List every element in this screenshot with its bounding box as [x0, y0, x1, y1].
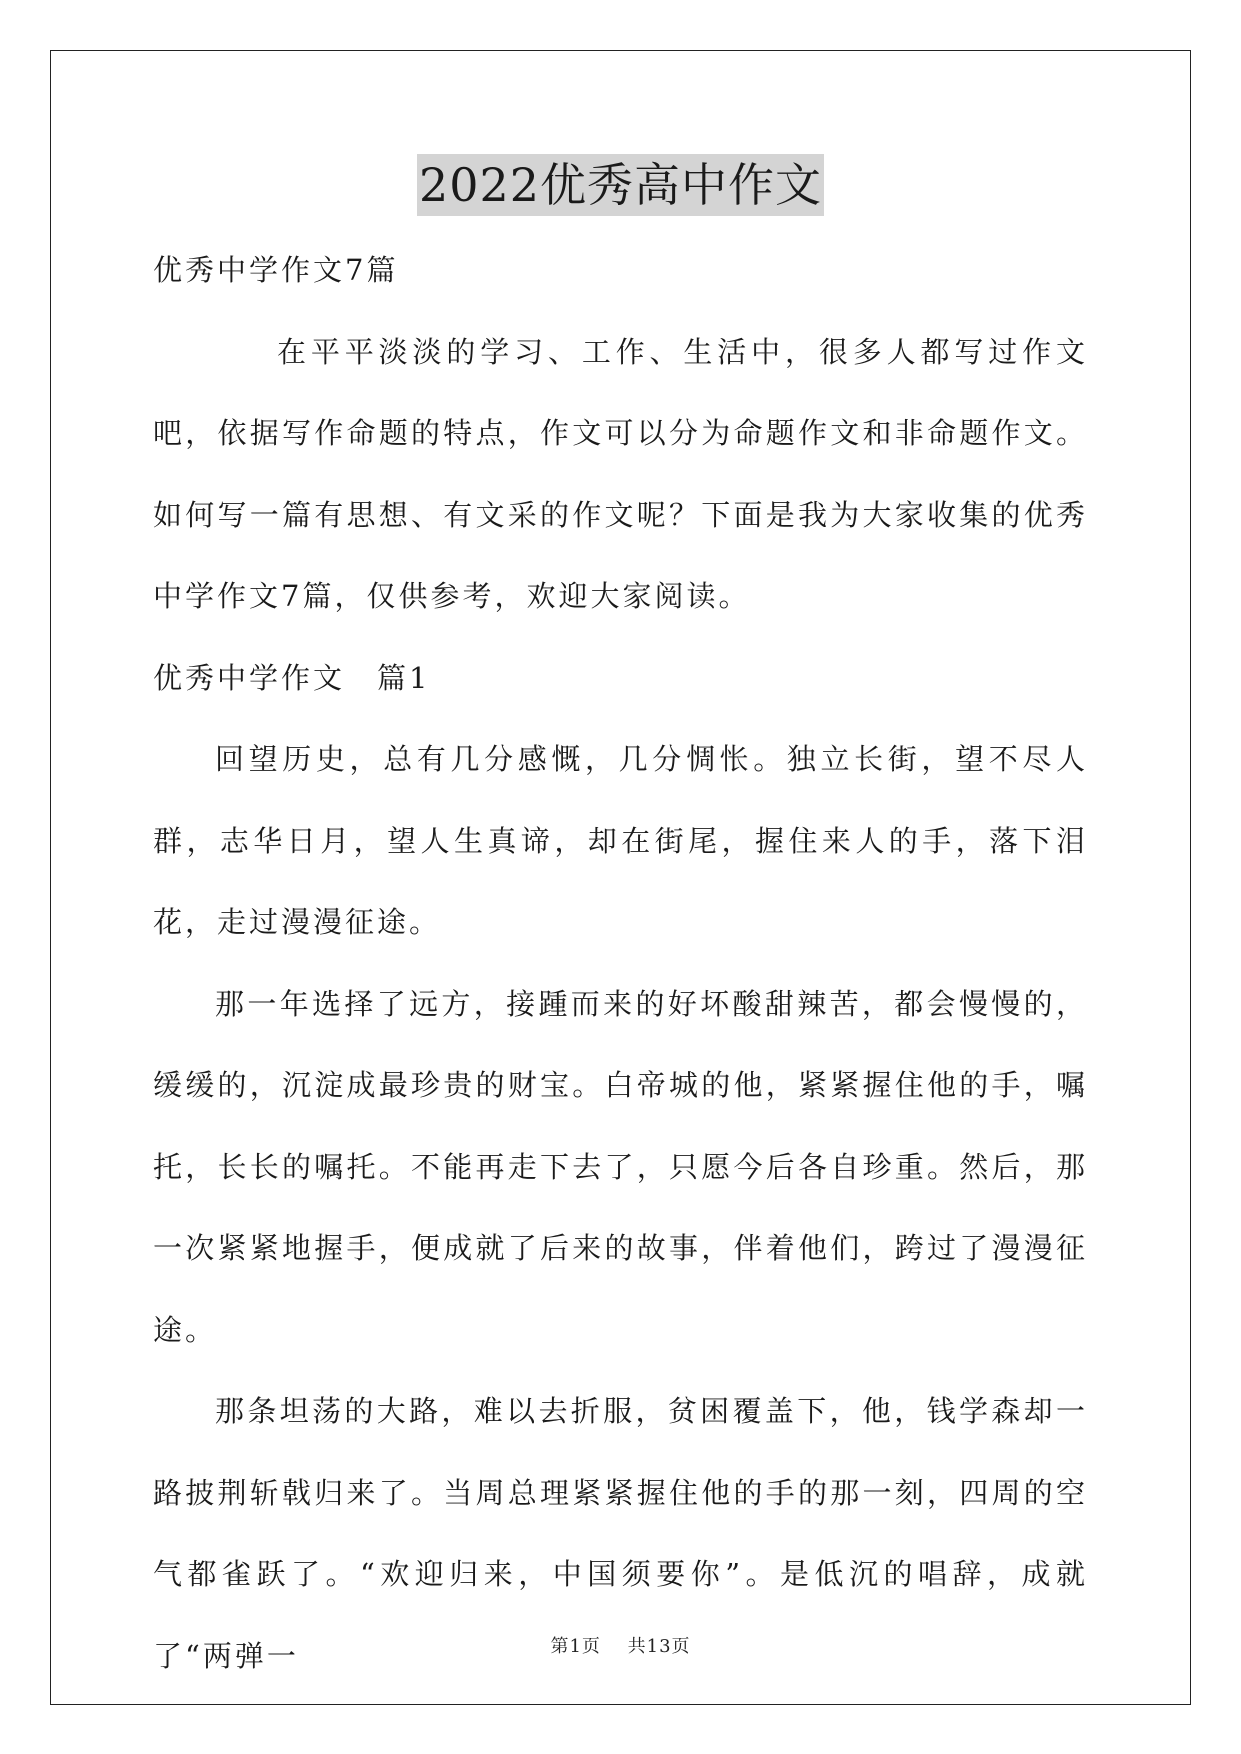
body-paragraph: 那一年选择了远方，接踵而来的好坏酸甜辣苦，都会慢慢的，缓缓的，沉淀成最珍贵的财宝。白帝城的他，紧紧握住他的手，嘱托，长长的嘱托。不能再走下去了，只愿今后各自珍重。然后，那一次紧紧地握手，便成就了后来的故事，伴着他们，跨过了漫漫征途。	[153, 986, 1088, 1347]
section-heading: 优秀中学作文 篇1	[153, 660, 431, 695]
page-footer	[0, 1632, 1241, 1658]
document-body	[153, 230, 1088, 1697]
document-subtitle: 优秀中学作文7篇	[153, 253, 399, 287]
intro-paragraph: 在平平淡淡的学习、工作、生活中，很多人都写过作文吧，依据写作命题的特点，作文可以分为命题作文和非命题作文。如何写一篇有思想、有文采的作文呢？下面是我为大家收集的优秀中学作文7篇，仅供参考，欢迎大家阅读。	[153, 334, 1088, 613]
body-paragraph: 那条坦荡的大路，难以去折服，贫困覆盖下，他，钱学森却一路披荆斩戟归来了。当周总理紧紧握住他的手的那一刻，四周的空气都雀跃了。“欢迎归来，中国须要你”。是低沉的唱辞，成就了“两弹一	[153, 1394, 1088, 1673]
title-container	[0, 154, 1241, 216]
page-number: 第1页	[550, 1636, 601, 1657]
body-paragraph: 回望历史，总有几分感慨，几分惆怅。独立长街，望不尽人群，志华日月，望人生真谛，却在街尾，握住来人的手，落下泪花，走过漫漫征途。	[153, 742, 1088, 939]
document-title: 2022优秀高中作文	[417, 154, 824, 216]
page-total: 共13页	[627, 1636, 691, 1657]
